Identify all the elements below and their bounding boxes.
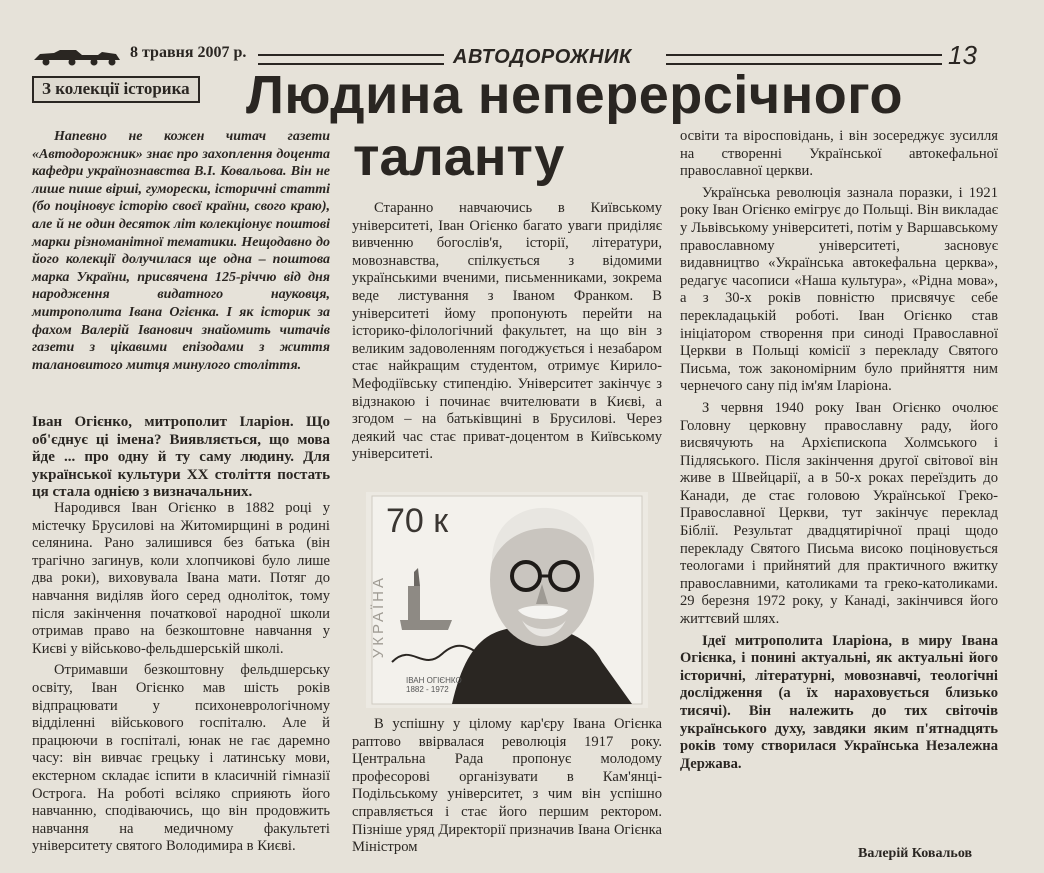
car-icon: [32, 48, 122, 66]
column-2-top: [352, 200, 662, 464]
column-2-bottom: [352, 716, 662, 857]
body-paragraph: освіти та віросповідань, і він зосереджує зусилля на створенні Української автокефальної православної церкви.: [680, 128, 998, 180]
page-number: 13: [948, 40, 977, 70]
header-rule-left: [258, 54, 444, 65]
stamp-name: ІВАН ОГІЄНКО: [406, 676, 462, 685]
stamp-country: УКРАЇНА: [370, 575, 387, 659]
body-paragraph: З червня 1940 року Іван Огієнко очолює Головну церковну православну раду, його висвячують на Архієпископа Холмського і Підляського. Після закінчення другої світової він живе в Швейцарії, а в 50-х роках переїздить до Канади, де стає головою Української Греко-Православної Церкви, тут закінчує переклад Біблії. Результат двадцятирічної праці щодо перекладу Святого Письма високо поціновується теологами і прийнятий для практичного вжитку православними, католиками та греко-католиками. 29 березня 1972 року, у Канаді, закінчився його життєвий шлях.: [680, 399, 998, 628]
body-paragraph: Отримавши безкоштовну фельдшерську освіту, Іван Огієнко мав шість років відпрацювати у психоневрологічному відділенні військового госпіталю. Але й працюючи в госпіталі, юнак не гає даремно часу: він вивчає грецьку і латинську мови, екстерном складає іспити в класичній гімназії Острога. На роботі всіляко сприяють його навчанню, сподіваючись, що він продовжить навчання на медичному факультеті університету святого Володимира в Києві.: [32, 662, 330, 855]
lead-paragraph: Напевно не кожен читач газети «Автодорожник» знає про захоплення доцента кафедри українознавства В.І. Ковальова. Він не лише пише вірші, гуморески, історичні статті (бо поціновує історію своєї країни, свого краю), але й не один десяток літ колекціонує поштові марки різноманітної тематики. Нещодавно до його колекції долучилася ще одна – поштова марка України, присвячена 125-річчю від дня народження видатного науковця, митрополита Івана Огієнка. І як історик за фахом Валерій Іванович знайомить читачів газети з цікавими епізодами з життя талановитого митця минулого століття.: [32, 129, 330, 373]
closing-paragraph: Ідеї митрополита Іларіона, в миру Івана Огієнка, і понині актуальні, як актуальні його історичні, літературні, мовознавчі, теологічні дослідження (а їх нараховується близько тисячі). Він належить до тих світочів українського духу, завдяки яким п'ятнадцять років тому створилася Українська Незалежна Держава.: [680, 632, 998, 772]
stamp-years: 1882 - 1972: [406, 685, 449, 694]
stamp-value: 70 к: [386, 502, 449, 540]
body-paragraph: Українська революція зазнала поразки, і 1921 року Іван Огієнко емігрує до Польщі. Він викладає у Львівському університеті, потім у Варшавському православному університеті, засновує видавництво «Українська автокефальна церква», редагує часописи «Наша культура», «Рідна мова», а з 30-х років повністю присвячує себе перекладацькій роботі. Іван Огієнко став ініціатором створення при синоді Православної Церкви в Польщі комісії з перекладу Святого Письма, тож закономірним було прийняття ним чернечого сану під ім'ям Іларіона.: [680, 184, 998, 395]
intro-paragraph: Іван Огієнко, митрополит Іларіон. Що об'єднує ці імена? Виявляється, що мова йде ... про одну й ту саму людину. Для української культури XX століття постать ця стала однією з визначальних.: [32, 414, 330, 500]
article-title-line1: Людина неперерсічного: [246, 65, 903, 125]
body-paragraph: Старанно навчаючись в Київському університеті, Іван Огієнко багато уваги приділяє вивченню богослів'я, історії, літератури, мовознавства, спілкується з відомими українськими вченими, письменниками, зокрема веде листування з Іваном Франком. В університеті йому пропонують перейти на історико-філологічний факультет, на що він з великим задоволенням погоджується і незабаром стає найкращим студентом, отримує Кирило-Мефодіївську стипендію. Університет закінчує з відзнакою і починає вчителювати в Києві, а згодом – на батьківщині в Брусилові. Через деякий час стає приват-доцентом в Київському університеті.: [352, 200, 662, 463]
newspaper-name: АВТОДОРОЖНИК: [449, 46, 636, 69]
column-1: [32, 500, 330, 856]
article-intro: [32, 414, 330, 502]
issue-date: 8 травня 2007 р.: [130, 44, 247, 61]
stamp-name-caption: [406, 676, 462, 694]
body-paragraph: Народився Іван Огієнко в 1882 році у містечку Брусилові на Житомирщині в родині селянина. Рано залишився без батька (він трагічно загинув, коли хлопчикові було лише два роки), виховувала Івана мати. Потяг до навчання виділяв його серед одноліток, тому після закінчення початкової народної школи отримав право на безкоштовне навчання у Києві у військово-фельдшерській школі.: [32, 500, 330, 657]
header-rule-right: [666, 54, 942, 65]
body-paragraph: В успішну у цілому кар'єру Івана Огієнка раптово ввірвалася революція 1917 року. Центральна Рада пропонує молодому професорові організувати в Кам'янці-Подільському університет, з чим він успішно справляється і стає його першим ректором. Пізніше уряд Директорії призначив Івана Огієнка Міністром: [352, 716, 662, 856]
article-lead: [32, 128, 330, 374]
article-title-line2: таланту: [353, 127, 565, 187]
column-3: [680, 128, 998, 773]
rubric-label: З колекції історика: [32, 76, 200, 103]
author-signature: Валерій Ковальов: [858, 846, 973, 861]
